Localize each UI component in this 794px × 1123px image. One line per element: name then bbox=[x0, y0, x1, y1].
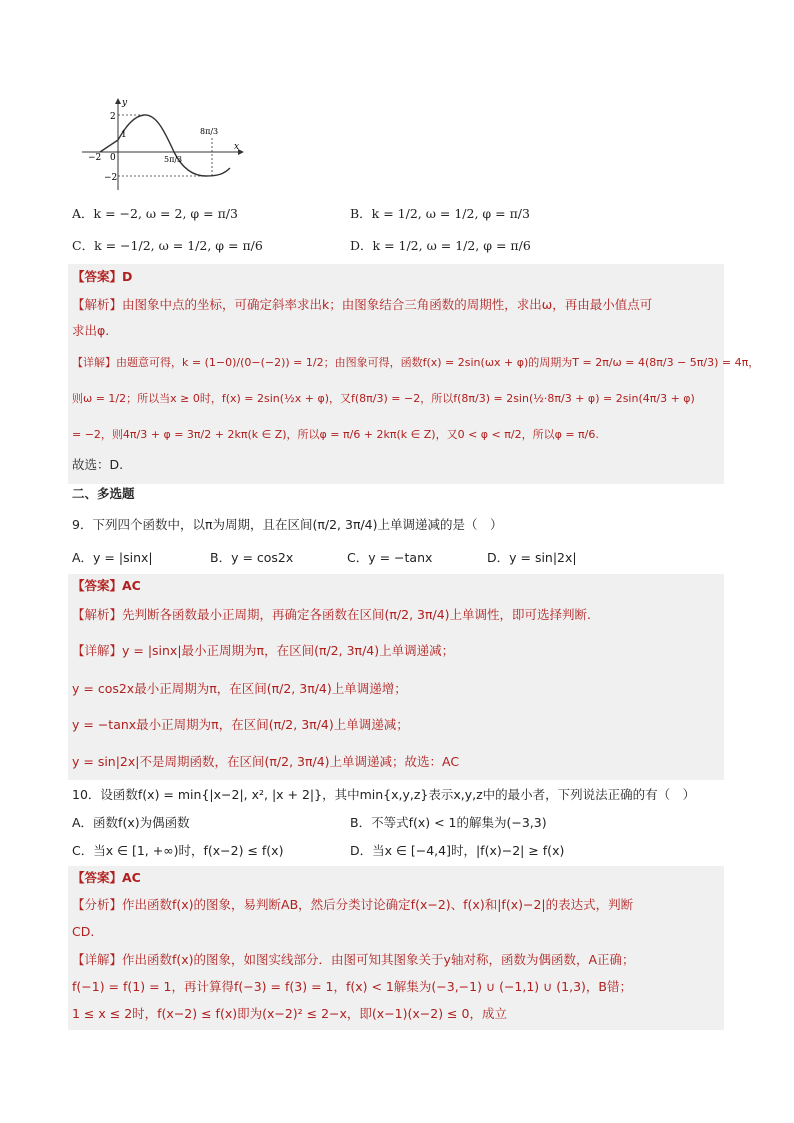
q8-option-d: D．k = 1/2, ω = 1/2, φ = π/6 bbox=[350, 238, 531, 253]
q9-option-b: B．y = cos2x bbox=[210, 550, 294, 565]
x-label: x bbox=[234, 142, 240, 152]
q9-answer-box bbox=[68, 574, 724, 780]
q10-option-a: A．函数f(x)为偶函数 bbox=[72, 815, 190, 830]
y-axis-arrow bbox=[115, 98, 121, 104]
q10-detail-line3: 1 ≤ x ≤ 2时，f(x−2) ≤ f(x)即为(x−2)² ≤ 2−x，即(x−1)(x−2) ≤ 0，成立 bbox=[72, 1006, 507, 1021]
q9-stem: 9．下列四个函数中，以π为周期，且在区间(π/2, 3π/4)上单调递减的是（ ） bbox=[72, 517, 503, 532]
q8-detail-line3: = −2，则4π/3 + φ = 3π/2 + 2kπ(k ∈ Z)，所以φ = π/6 + 2kπ(k ∈ Z)，又0 < φ < π/2，所以φ = π/6. bbox=[72, 428, 599, 441]
q8-conclusion: 故选：D. bbox=[72, 457, 124, 472]
tick-1: 1 bbox=[121, 130, 127, 140]
q10-option-b: B．不等式f(x) < 1的解集为(−3,3) bbox=[350, 815, 547, 830]
q9-detail-line2: y = cos2x最小正周期为π，在区间(π/2, 3π/4)上单调递增； bbox=[72, 681, 407, 696]
q10-detail-line1: 【详解】作出函数f(x)的图象，如图实线部分．由图可知其图象关于y轴对称，函数为偶函数，A正确； bbox=[72, 952, 635, 967]
sine-piece bbox=[118, 115, 230, 176]
q8-detail-line1: 【详解】由题意可得，k = (1−0)/(0−(−2)) = 1/2；由图象可得，函数f(x) = 2sin(ωx + φ)的周期为T = 2π/ω = 4(8π/3 − 5π/3) = 4π， bbox=[72, 356, 760, 369]
q8-option-b: B．k = 1/2, ω = 1/2, φ = π/3 bbox=[350, 206, 530, 221]
tick-5pi3: 5π/3 bbox=[164, 155, 183, 164]
q8-option-c: C．k = −1/2, ω = 1/2, φ = π/6 bbox=[72, 238, 263, 253]
q10-detail-line2: f(−1) = f(1) = 1，再计算得f(−3) = f(3) = 1，f(x) < 1解集为(−3,−1) ∪ (−1,1) ∪ (1,3)，B错； bbox=[72, 979, 632, 994]
q9-option-c: C．y = −tanx bbox=[347, 550, 433, 565]
q10-analysis-line2: CD. bbox=[72, 924, 95, 939]
q8-analysis-line1: 【解析】由图象中点的坐标，可确定斜率求出k；由图象结合三角函数的周期性，求出ω，再由最小值点可 bbox=[72, 297, 653, 312]
q10-answer: 【答案】AC bbox=[72, 870, 141, 885]
q10-option-c: C．当x ∈ [1, +∞)时，f(x−2) ≤ f(x) bbox=[72, 843, 284, 858]
q9-option-a: A．y = |sinx| bbox=[72, 550, 153, 565]
q9-option-d: D．y = sin|2x| bbox=[487, 550, 577, 565]
q10-option-d: D．当x ∈ [−4,4]时，|f(x)−2| ≥ f(x) bbox=[350, 843, 565, 858]
q8-answer: 【答案】D bbox=[72, 269, 133, 284]
tick-neg2: −2 bbox=[88, 153, 102, 163]
q10-stem: 10．设函数f(x) = min{|x−2|, x², |x + 2|}，其中min{x,y,z}表示x,y,z中的最小者，下列说法正确的有（ ） bbox=[72, 787, 696, 802]
tick-y-neg2: −2 bbox=[104, 173, 118, 183]
q9-analysis: 【解析】先判断各函数最小正周期，再确定各函数在区间(π/2, 3π/4)上单调性，即可选择判断. bbox=[72, 607, 592, 622]
tick-2: 2 bbox=[110, 112, 116, 122]
y-label: y bbox=[122, 98, 128, 108]
section-title: 二、多选题 bbox=[72, 486, 135, 501]
q10-analysis-line1: 【分析】作出函数f(x)的图象，易判断AB，然后分类讨论确定f(x−2)、f(x)和|f(x)−2|的表达式，判断 bbox=[72, 897, 634, 912]
q8-analysis-line2: 求出φ. bbox=[72, 323, 110, 338]
linear-piece bbox=[100, 140, 118, 152]
function-graph bbox=[78, 94, 248, 194]
q9-answer: 【答案】AC bbox=[72, 578, 141, 593]
tick-8pi3: 8π/3 bbox=[200, 127, 219, 136]
q9-detail-line4: y = sin|2x|不是周期函数，在区间(π/2, 3π/4)上单调递减；故选：AC bbox=[72, 754, 460, 769]
origin-label: 0 bbox=[110, 153, 116, 163]
q8-option-a: A．k = −2, ω = 2, φ = π/3 bbox=[72, 206, 238, 221]
q9-detail-line3: y = −tanx最小正周期为π，在区间(π/2, 3π/4)上单调递减； bbox=[72, 717, 409, 732]
q8-detail-line2: 则ω = 1/2；所以当x ≥ 0时，f(x) = 2sin(½x + φ)，又f(8π/3) = −2，所以f(8π/3) = 2sin(½·8π/3 + φ) = 2sin(4π/3 + φ) bbox=[72, 392, 695, 405]
q9-detail-line1: 【详解】y = |sinx|最小正周期为π，在区间(π/2, 3π/4)上单调递减； bbox=[72, 643, 455, 658]
